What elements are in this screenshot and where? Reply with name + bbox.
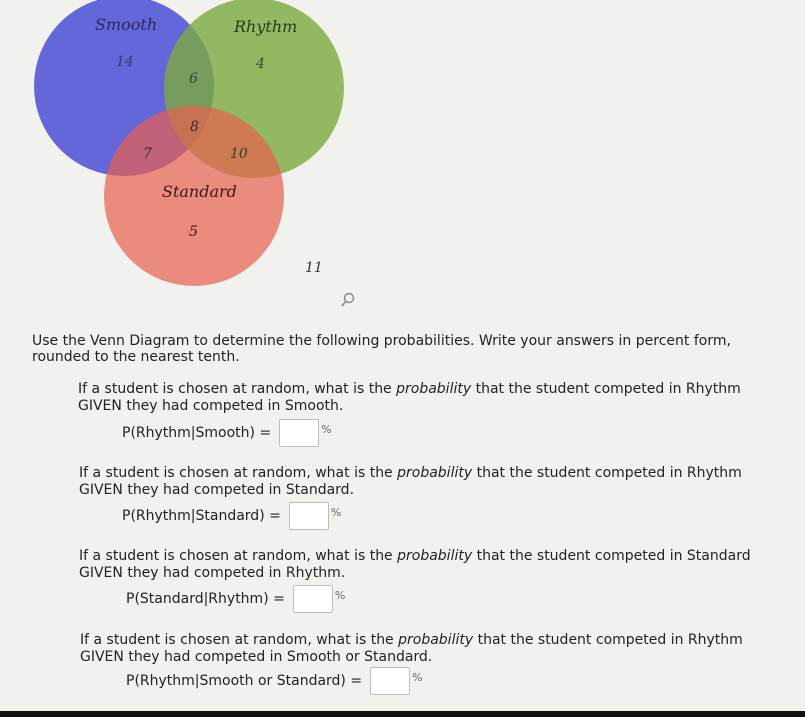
expr-standard-given-rhythm: P(Standard|Rhythm) = bbox=[126, 591, 285, 607]
bottom-edge bbox=[0, 711, 805, 717]
region-smooth-rhythm: 6 bbox=[189, 71, 198, 87]
expr-rhythm-given-standard: P(Rhythm|Standard) = bbox=[122, 508, 281, 524]
percent-label: % bbox=[321, 423, 332, 436]
answer-input-rhythm-given-smooth[interactable] bbox=[279, 419, 319, 447]
question-3-pre: If a student is chosen at random, what is the bbox=[79, 548, 398, 564]
region-smooth-only: 14 bbox=[116, 54, 134, 70]
answer-input-standard-given-rhythm[interactable] bbox=[293, 585, 333, 613]
question-4-post: that the student competed in Rhythm GIVEN they had competed in Smooth or Standard. bbox=[80, 632, 743, 665]
standard-label: Standard bbox=[162, 182, 237, 201]
question-2 bbox=[79, 465, 784, 499]
region-rhythm-only: 4 bbox=[256, 56, 265, 72]
question-4-pre: If a student is chosen at random, what is the bbox=[80, 632, 399, 648]
smooth-label: Smooth bbox=[95, 15, 158, 34]
question-3 bbox=[79, 548, 789, 582]
question-1-emph: probability bbox=[396, 381, 472, 397]
question-3-post: that the student competed in Standard GIVEN they had competed in Rhythm. bbox=[79, 548, 751, 581]
instructions-text: Use the Venn Diagram to determine the following probabilities. Write your answers in percent form, rounded to the nearest tenth. bbox=[32, 333, 731, 365]
answer-input-rhythm-given-standard[interactable] bbox=[289, 502, 329, 530]
answer-input-rhythm-given-smooth-or-standard[interactable] bbox=[370, 667, 410, 695]
question-2-pre: If a student is chosen at random, what is the bbox=[79, 465, 398, 481]
percent-label: % bbox=[334, 589, 346, 602]
question-2-post: that the student competed in Rhythm GIVEN they had competed in Standard. bbox=[79, 465, 742, 498]
answer-row-4 bbox=[126, 667, 423, 695]
question-1-post: that the student competed in Rhythm GIVEN they had competed in Smooth. bbox=[78, 381, 741, 414]
percent-label: % bbox=[412, 671, 423, 684]
question-1 bbox=[78, 381, 783, 415]
answer-row-1 bbox=[122, 419, 332, 447]
region-outside: 11 bbox=[305, 260, 323, 276]
region-standard-only: 5 bbox=[189, 224, 198, 240]
region-all-three: 8 bbox=[190, 119, 199, 135]
expr-rhythm-given-smooth: P(Rhythm|Smooth) = bbox=[122, 425, 272, 441]
question-4 bbox=[80, 632, 785, 666]
search-icon bbox=[340, 292, 356, 308]
rhythm-label: Rhythm bbox=[234, 17, 298, 36]
answer-row-2 bbox=[122, 502, 341, 530]
region-rhythm-standard: 10 bbox=[230, 146, 248, 162]
percent-label: % bbox=[330, 506, 342, 519]
question-1-pre: If a student is chosen at random, what is the bbox=[78, 381, 397, 397]
question-3-emph: probability bbox=[397, 548, 473, 564]
question-4-emph: probability bbox=[398, 632, 474, 648]
expr-rhythm-given-smooth-or-standard: P(Rhythm|Smooth or Standard) = bbox=[126, 673, 363, 689]
question-2-emph: probability bbox=[397, 465, 473, 481]
answer-row-3 bbox=[126, 585, 345, 613]
region-smooth-standard: 7 bbox=[143, 146, 152, 162]
venn-diagram bbox=[0, 0, 805, 300]
